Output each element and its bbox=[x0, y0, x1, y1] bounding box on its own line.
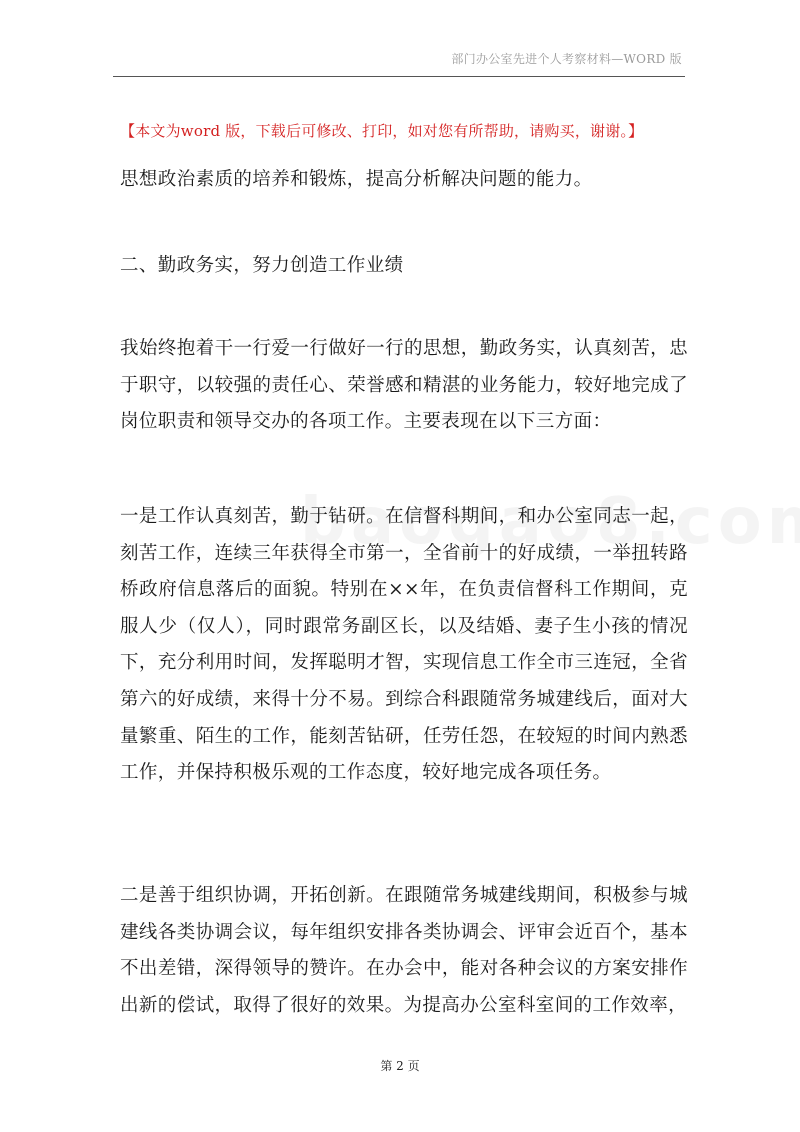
page-number: 第 2 页 bbox=[380, 1059, 420, 1073]
section-heading: 二、勤政务实，努力创造工作业绩 bbox=[120, 255, 404, 276]
download-notice: 【本文为word 版，下载后可修改、打印，如对您有所帮助，请购买，谢谢。】 bbox=[120, 122, 644, 140]
header-divider bbox=[113, 76, 685, 77]
paragraph-point-two: 二是善于组织协调，开拓创新。在跟随常务城建线期间，积极参与城建线各类协调会议，每年组织安排各类协调会、评审会近百个，基本不出差错，深得领导的赞许。在办会中，能对各种会议的方案安排作出新的偿试，取得了很好的效果。为提高办公室科室间的工作效率， bbox=[120, 885, 688, 1016]
running-header: 部门办公室先进个人考察材料—WORD 版 bbox=[451, 52, 682, 66]
paragraph-intro: 我始终抱着干一行爱一行做好一行的思想，勤政务实，认真刻苦，忠于职守，以较强的责任心、荣誉感和精湛的业务能力，较好地完成了岗位职责和领导交办的各项工作。主要表现在以下三方面： bbox=[120, 338, 688, 433]
paragraph-continuation: 思想政治素质的培养和锻炼，提高分析解决问题的能力。 bbox=[120, 169, 593, 190]
paragraph-point-one: 一是工作认真刻苦，勤于钻研。在信督科期间，和办公室同志一起，刻苦工作，连续三年获得全市第一，全省前十的好成绩，一举扭转路桥政府信息落后的面貌。特别在××年，在负责信督科工作期间，克服人少（仅人），同时跟常务副区长，以及结婚、妻子生小孩的情况下，充分利用时间，发挥聪明才智，实现信息工作全市三连冠，全省第六的好成绩，来得十分不易。到综合科跟随常务城建线后，面对大量繁重、陌生的工作，能刻苦钻研，任劳任怨，在较短的时间内熟悉工作，并保持积极乐观的工作态度，较好地完成各项任务。 bbox=[120, 506, 688, 784]
